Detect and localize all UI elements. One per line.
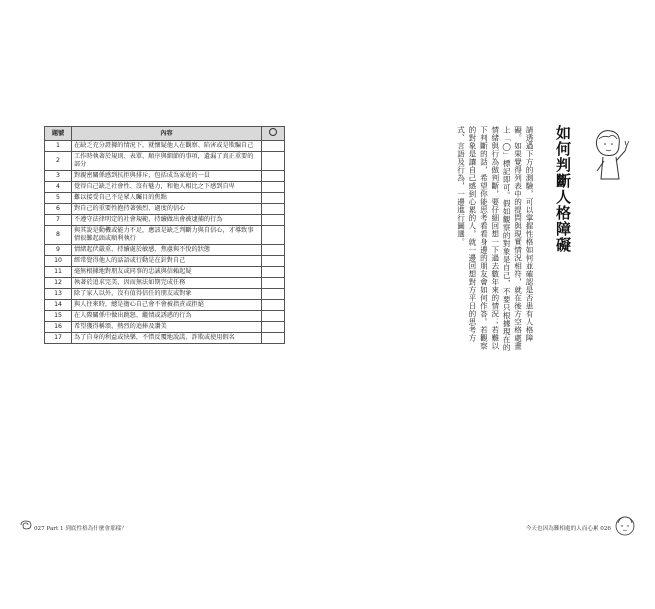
table-row — [45, 256, 285, 267]
row-checkbox[interactable] — [262, 256, 285, 267]
row-content: 難以接受自己不是眾人矚目的焦點 — [72, 193, 262, 204]
checklist-table — [44, 126, 285, 344]
row-checkbox[interactable] — [262, 182, 285, 193]
table-row — [45, 333, 285, 344]
checklist-table-container — [44, 126, 285, 344]
row-number: 4 — [45, 182, 72, 193]
row-checkbox[interactable] — [262, 289, 285, 300]
header-content: 內容 — [72, 127, 262, 141]
table-row — [45, 171, 285, 182]
checklist-table-body — [45, 141, 285, 344]
row-number: 11 — [45, 267, 72, 278]
table-row — [45, 226, 285, 245]
face-sketch-icon — [614, 515, 636, 537]
circle-icon — [269, 128, 277, 136]
row-checkbox[interactable] — [262, 171, 285, 182]
table-row — [45, 267, 285, 278]
table-row — [45, 193, 285, 204]
row-number: 10 — [45, 256, 72, 267]
row-number: 6 — [45, 204, 72, 215]
table-row — [45, 215, 285, 226]
row-checkbox[interactable] — [262, 267, 285, 278]
row-content: 對親密關係感到抗拒與排斥，包括成為家庭的一員 — [72, 171, 262, 182]
header-check — [262, 127, 285, 141]
row-content: 執著於追求完美，因而無法如期完成任務 — [72, 278, 262, 289]
table-row — [45, 245, 285, 256]
row-content: 在人際關係中做出跳怒、繼情或誘惑的行為 — [72, 311, 262, 322]
row-checkbox[interactable] — [262, 226, 285, 245]
row-checkbox[interactable] — [262, 215, 285, 226]
header-number: 題號 — [45, 127, 72, 141]
row-number: 7 — [45, 215, 72, 226]
page-title: 如何判斷人格障礙 — [554, 125, 572, 253]
row-checkbox[interactable] — [262, 245, 285, 256]
table-row — [45, 322, 285, 333]
table-header-row — [45, 127, 285, 141]
row-checkbox[interactable] — [262, 333, 285, 344]
row-content: 希望獲得稱頌、熱烈的追捧及讚美 — [72, 322, 262, 333]
body-paragraph: 請透過下方的測驗，可以掌握性格如何並確認是否患有人格障礙。如果覺得列表中的提問與現實情況相符，就在後方空格處畫上「◯」標記即可。假如觀察的對象是自己，不要只根據現在的情緒與行為做判斷，要仔細回想一下過去數年來的情況；若難以下判斷的話，希望你能思考看看身邊的朋友會如何作答。若觀察的對象是讓自己感到心累的人，就一邊回想對方平日的思考方式、言語及行為，一邊進行圖選。 — [456, 126, 534, 352]
table-row — [45, 141, 285, 152]
row-content: 在缺乏充分證據的情況下，就懷疑他人在觀察、陷害或是欺騙自己 — [72, 141, 262, 152]
row-number: 1 — [45, 141, 72, 152]
row-content: 經常覺得他人的話語或行動是在針對自己 — [72, 256, 262, 267]
footer-left: 027 Part 1 到底性格為什麼會那樣？ — [34, 526, 127, 532]
row-content: 為了自身的利益或快樂，不惜反覆地說謊、詐欺或使用假名 — [72, 333, 262, 344]
table-row — [45, 300, 285, 311]
row-number: 15 — [45, 311, 72, 322]
row-number: 17 — [45, 333, 72, 344]
table-row — [45, 204, 285, 215]
row-content: 情緒起伏嚴重，持續處於敏感、焦慮與不悅的狀態 — [72, 245, 262, 256]
woman-illustration-icon — [583, 127, 633, 185]
row-content: 與人往來時，總是擔心自己會不會被指責或拒絕 — [72, 300, 262, 311]
row-checkbox[interactable] — [262, 322, 285, 333]
table-row — [45, 182, 285, 193]
table-row — [45, 152, 285, 171]
row-checkbox[interactable] — [262, 300, 285, 311]
row-content: 覺得自己缺乏社會性、沒有魅力，和他人相比之下感到自卑 — [72, 182, 262, 193]
table-row — [45, 311, 285, 322]
row-content: 對自己的重要性抱持著強烈、過度的信心 — [72, 204, 262, 215]
row-number: 8 — [45, 226, 72, 245]
row-checkbox[interactable] — [262, 311, 285, 322]
row-number: 5 — [45, 193, 72, 204]
row-number: 13 — [45, 289, 72, 300]
row-checkbox[interactable] — [262, 278, 285, 289]
row-number: 9 — [45, 245, 72, 256]
row-number: 14 — [45, 300, 72, 311]
footer-right: 今天也因為難相處的人而心累 026 — [525, 526, 611, 532]
row-checkbox[interactable] — [262, 152, 285, 171]
row-checkbox[interactable] — [262, 141, 285, 152]
swirl-logo-icon — [20, 520, 32, 530]
row-content: 毫無根據地對朋友或同事的忠誠與信賴起疑 — [72, 267, 262, 278]
row-content: 不遵守法律明定的社會規範，持續做出會被逮捕的行為 — [72, 215, 262, 226]
row-checkbox[interactable] — [262, 193, 285, 204]
row-content: 除了家人以外，沒有值得信任的朋友或對象 — [72, 289, 262, 300]
row-number: 12 — [45, 278, 72, 289]
row-content: 工作時執著於規則、表單、順序與細節的事項，遺漏了真正重要的部分 — [72, 152, 262, 171]
row-number: 3 — [45, 171, 72, 182]
row-checkbox[interactable] — [262, 204, 285, 215]
table-row — [45, 278, 285, 289]
row-number: 2 — [45, 152, 72, 171]
row-content: 與其說是動機或能力不足，應該是缺乏判斷力與自信心，才導致事情很難起頭或順利執行 — [72, 226, 262, 245]
row-number: 16 — [45, 322, 72, 333]
table-row — [45, 289, 285, 300]
